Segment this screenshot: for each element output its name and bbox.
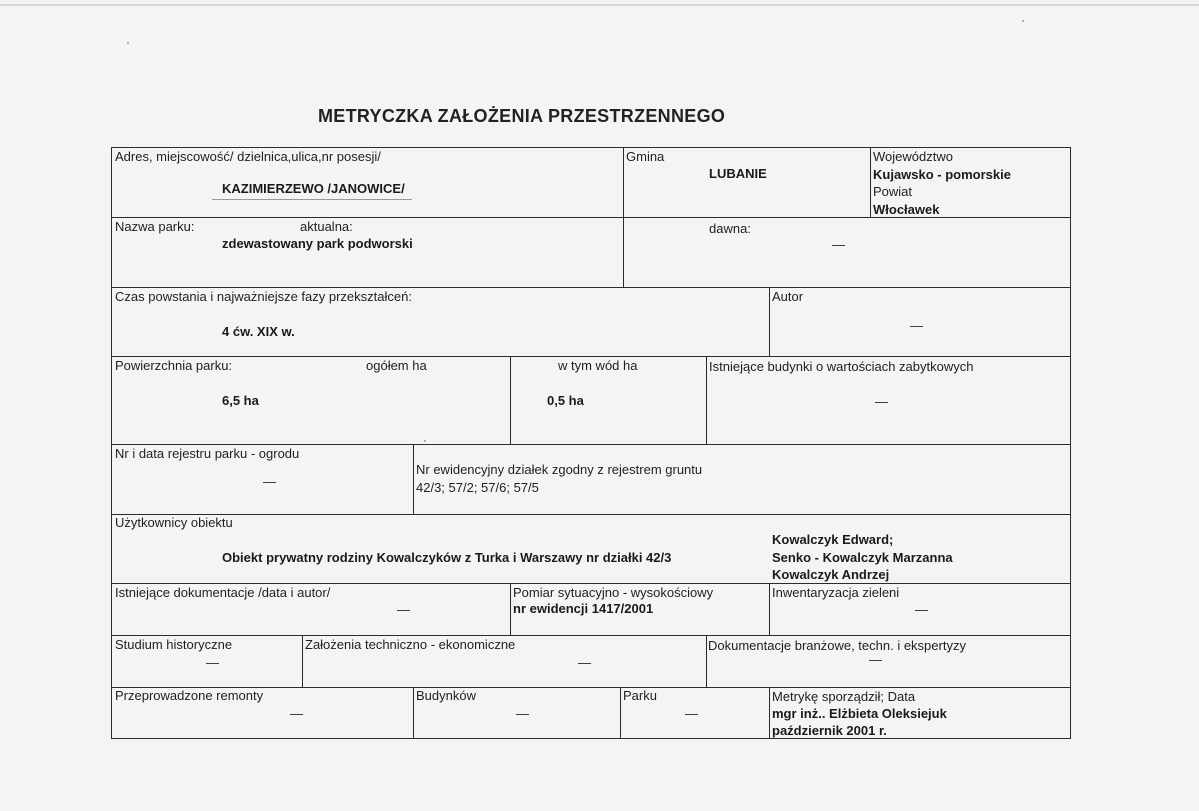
address-value: KAZIMIERZEWO /JANOWICE/ xyxy=(222,181,405,196)
historical-study-value: — xyxy=(206,655,219,670)
plots-label: Nr ewidencyjny działek zgodny z rejestrem gruntu xyxy=(416,462,703,477)
tech-econ-value: — xyxy=(578,655,591,670)
wojewodztwo-label: Województwo xyxy=(873,149,953,164)
history-value: 4 ćw. XIX w. xyxy=(222,324,295,339)
repairs-label: Przeprowadzone remonty xyxy=(115,688,264,703)
users-name-1: Kowalczyk Edward; xyxy=(772,532,894,547)
historical-study-label: Studium historyczne xyxy=(115,637,233,652)
powiat-label: Powiat xyxy=(873,184,913,199)
users-value: Obiekt prywatny rodziny Kowalczyków z Turka i Warszawy nr działki 42/3 xyxy=(222,550,672,565)
inventory-label: Inwentaryzacja zieleni xyxy=(772,585,900,600)
scan-edge xyxy=(0,4,1199,6)
area-total-value: 6,5 ha xyxy=(222,393,259,408)
powiat-value: Włocławek xyxy=(873,202,940,217)
users-name-2: Senko - Kowalczyk Marzanna xyxy=(772,550,953,565)
park-current-label: aktualna: xyxy=(300,219,353,234)
history-label: Czas powstania i najważniejsze fazy przekształceń: xyxy=(115,289,412,304)
park-former-name-cell xyxy=(623,217,1071,288)
scan-speck xyxy=(424,440,426,442)
park-former-value: — xyxy=(832,237,845,252)
scan-speck xyxy=(1022,20,1024,22)
park-name-label: Nazwa parku: xyxy=(115,219,195,234)
register-value: — xyxy=(263,474,276,489)
prepared-by-date: październik 2001 r. xyxy=(772,723,887,738)
park-current-value: zdewastowany park podworski xyxy=(222,236,413,251)
repairs-buildings-value: — xyxy=(516,706,529,721)
branch-docs-value: — xyxy=(869,652,882,667)
area-water-label: w tym wód ha xyxy=(558,358,638,373)
area-water-value: 0,5 ha xyxy=(547,393,584,408)
address-label: Adres, miejscowość/ dzielnica,ulica,nr posesji/ xyxy=(115,149,381,164)
gmina-label: Gmina xyxy=(626,149,665,164)
park-former-label: dawna: xyxy=(709,221,751,236)
branch-docs-label: Dokumentacje branżowe, techn. i ekspertyzy xyxy=(708,638,966,653)
repairs-park-value: — xyxy=(685,706,698,721)
repairs-park-label: Parku xyxy=(623,688,657,703)
users-cell xyxy=(111,514,1071,584)
author-label: Autor xyxy=(772,289,804,304)
scan-speck xyxy=(127,42,129,44)
gmina-value: LUBANIE xyxy=(709,166,767,181)
inventory-value: — xyxy=(915,602,928,617)
historic-buildings-value: — xyxy=(875,394,888,409)
document-title: METRYCZKA ZAŁOŻENIA PRZESTRZENNEGO xyxy=(318,106,726,126)
users-name-3: Kowalczyk Andrzej xyxy=(772,567,890,582)
repairs-buildings-label: Budynków xyxy=(416,688,476,703)
repairs-value: — xyxy=(290,706,303,721)
survey-label: Pomiar sytuacyjno - wysokościowy xyxy=(513,585,714,600)
register-label: Nr i data rejestru parku - ogrodu xyxy=(115,446,300,461)
area-total-label: ogółem ha xyxy=(366,358,427,373)
tech-econ-label: Założenia techniczno - ekonomiczne xyxy=(305,637,516,652)
wojewodztwo-value: Kujawsko - pomorskie xyxy=(873,167,1011,182)
prepared-by-label: Metrykę sporządził; Data xyxy=(772,689,916,704)
users-label: Użytkownicy obiektu xyxy=(115,515,233,530)
plots-value: 42/3; 57/2; 57/6; 57/5 xyxy=(416,480,539,495)
address-underline xyxy=(212,199,412,200)
survey-value: nr ewidencji 1417/2001 xyxy=(513,601,654,616)
area-label: Powierzchnia parku: xyxy=(115,358,233,373)
docs-label: Istniejące dokumentacje /data i autor/ xyxy=(115,585,331,600)
docs-value: — xyxy=(397,602,410,617)
prepared-by-name: mgr inż.. Elżbieta Oleksiejuk xyxy=(772,706,947,721)
historic-buildings-label: Istniejące budynki o wartościach zabytkowych xyxy=(709,359,974,374)
author-value: — xyxy=(910,318,923,333)
